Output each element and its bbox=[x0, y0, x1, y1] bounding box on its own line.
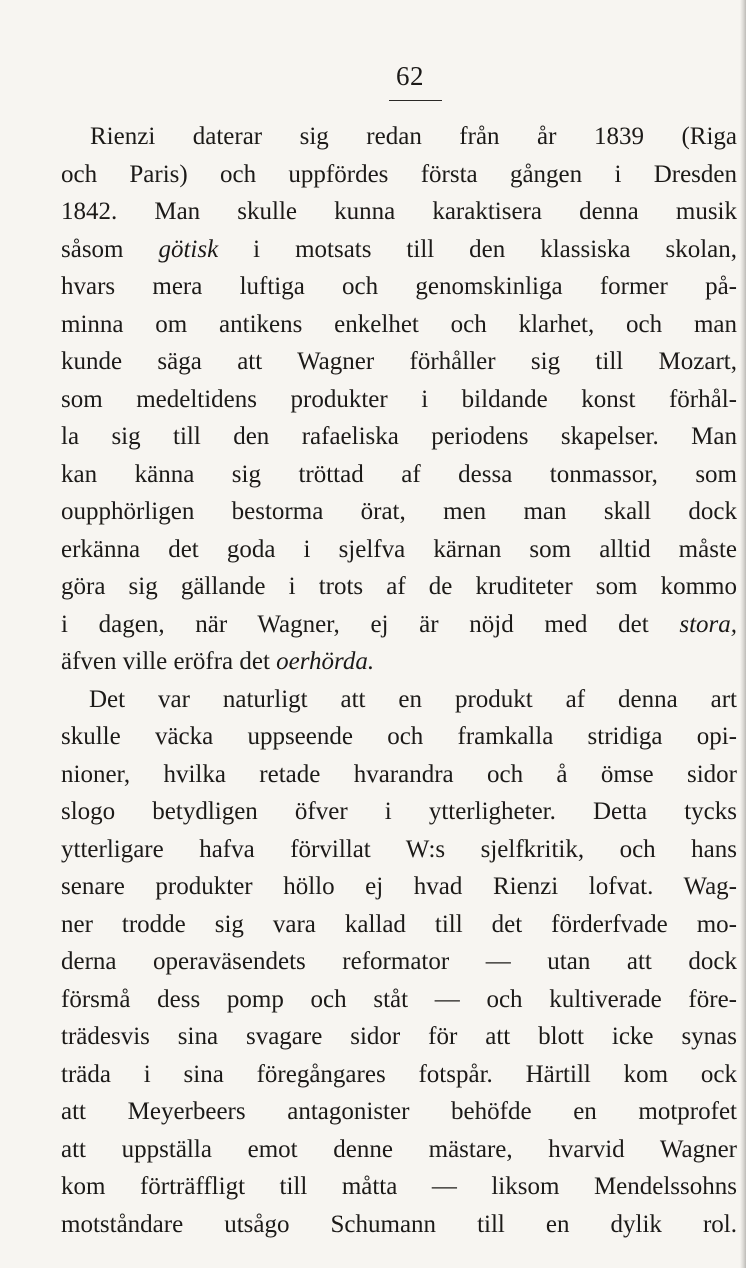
text-line: slogo betydligen öfver i ytterligheter. Detta tycks bbox=[61, 798, 737, 825]
text-line: träda i sina föregångares fotspår. Härtill kom ock bbox=[61, 1060, 737, 1088]
italic-word: stora, bbox=[679, 610, 737, 638]
text-line: kunde säga att Wagner förhåller sig till Mozart, bbox=[61, 348, 737, 375]
text-line: skulle väcka uppseende och framkalla stridiga opi- bbox=[61, 723, 737, 750]
text-line: kan känna sig tröttad af dessa tonmassor, som bbox=[61, 460, 737, 488]
text-line: Det var naturligt att en produkt af denna art bbox=[89, 685, 737, 713]
text-line: att uppställa emot denne mästare, hvarvid Wagner bbox=[61, 1135, 737, 1163]
text-line: senare produkter höllo ej hvad Rienzi lofvat. Wag- bbox=[61, 873, 737, 900]
text-line: 1842. Man skulle kunna karaktisera denna musik bbox=[61, 198, 737, 225]
text-line: som medeltidens produkter i bildande konst förhål- bbox=[61, 385, 737, 413]
text-line: motståndare utsågo Schumann till en dylik rol. bbox=[61, 1210, 737, 1238]
text-line: i dagen, när Wagner, ej är nöjd med det stora, bbox=[61, 610, 737, 638]
text-line: hvars mera luftiga och genomskinliga former på- bbox=[61, 273, 737, 300]
text-line: erkänna det goda i sjelfva kärnan som alltid måste bbox=[61, 535, 737, 563]
page-edge-shadow bbox=[740, 0, 746, 1268]
text-line: äfven ville eröfra det oerhörda. bbox=[61, 648, 375, 675]
text-line: ytterligare hafva förvillat W:s sjelfkritik, och hans bbox=[61, 835, 737, 863]
body-text bbox=[61, 118, 737, 1243]
text-line: försmå dess pomp och ståt — och kultiverade före- bbox=[61, 985, 737, 1013]
text-line: derna operaväsendets reformator — utan att dock bbox=[61, 948, 737, 975]
text-line: trädesvis sina svagare sidor för att blott icke synas bbox=[61, 1023, 737, 1050]
text-line: oupphörligen bestorma örat, men man skall dock bbox=[61, 498, 737, 525]
text-line: la sig till den rafaeliska periodens skapelser. Man bbox=[61, 423, 737, 450]
text-line: och Paris) och uppfördes första gången i Dresden bbox=[61, 160, 737, 188]
text-line: Rienzi daterar sig redan från år 1839 (Riga bbox=[90, 123, 737, 150]
text-line: kom förträffligt till måtta — liksom Mendelssohns bbox=[61, 1173, 737, 1200]
text-line: nioner, hvilka retade hvarandra och å ömse sidor bbox=[61, 760, 737, 788]
text-line: minna om antikens enkelhet och klarhet, och man bbox=[61, 310, 737, 338]
italic-word: oerhörda. bbox=[276, 648, 375, 675]
italic-word: götisk bbox=[158, 235, 219, 263]
text-line: ner trodde sig vara kallad till det förderfvade mo- bbox=[61, 910, 737, 938]
text-line: göra sig gällande i trots af de kruditeter som kommo bbox=[61, 573, 737, 600]
text-line: såsom götisk i motsats till den klassiska skolan, bbox=[61, 235, 737, 263]
page-number: 62 bbox=[396, 61, 424, 91]
text-line: att Meyerbeers antagonister behöfde en motprofet bbox=[61, 1098, 737, 1125]
header-rule bbox=[389, 100, 442, 101]
